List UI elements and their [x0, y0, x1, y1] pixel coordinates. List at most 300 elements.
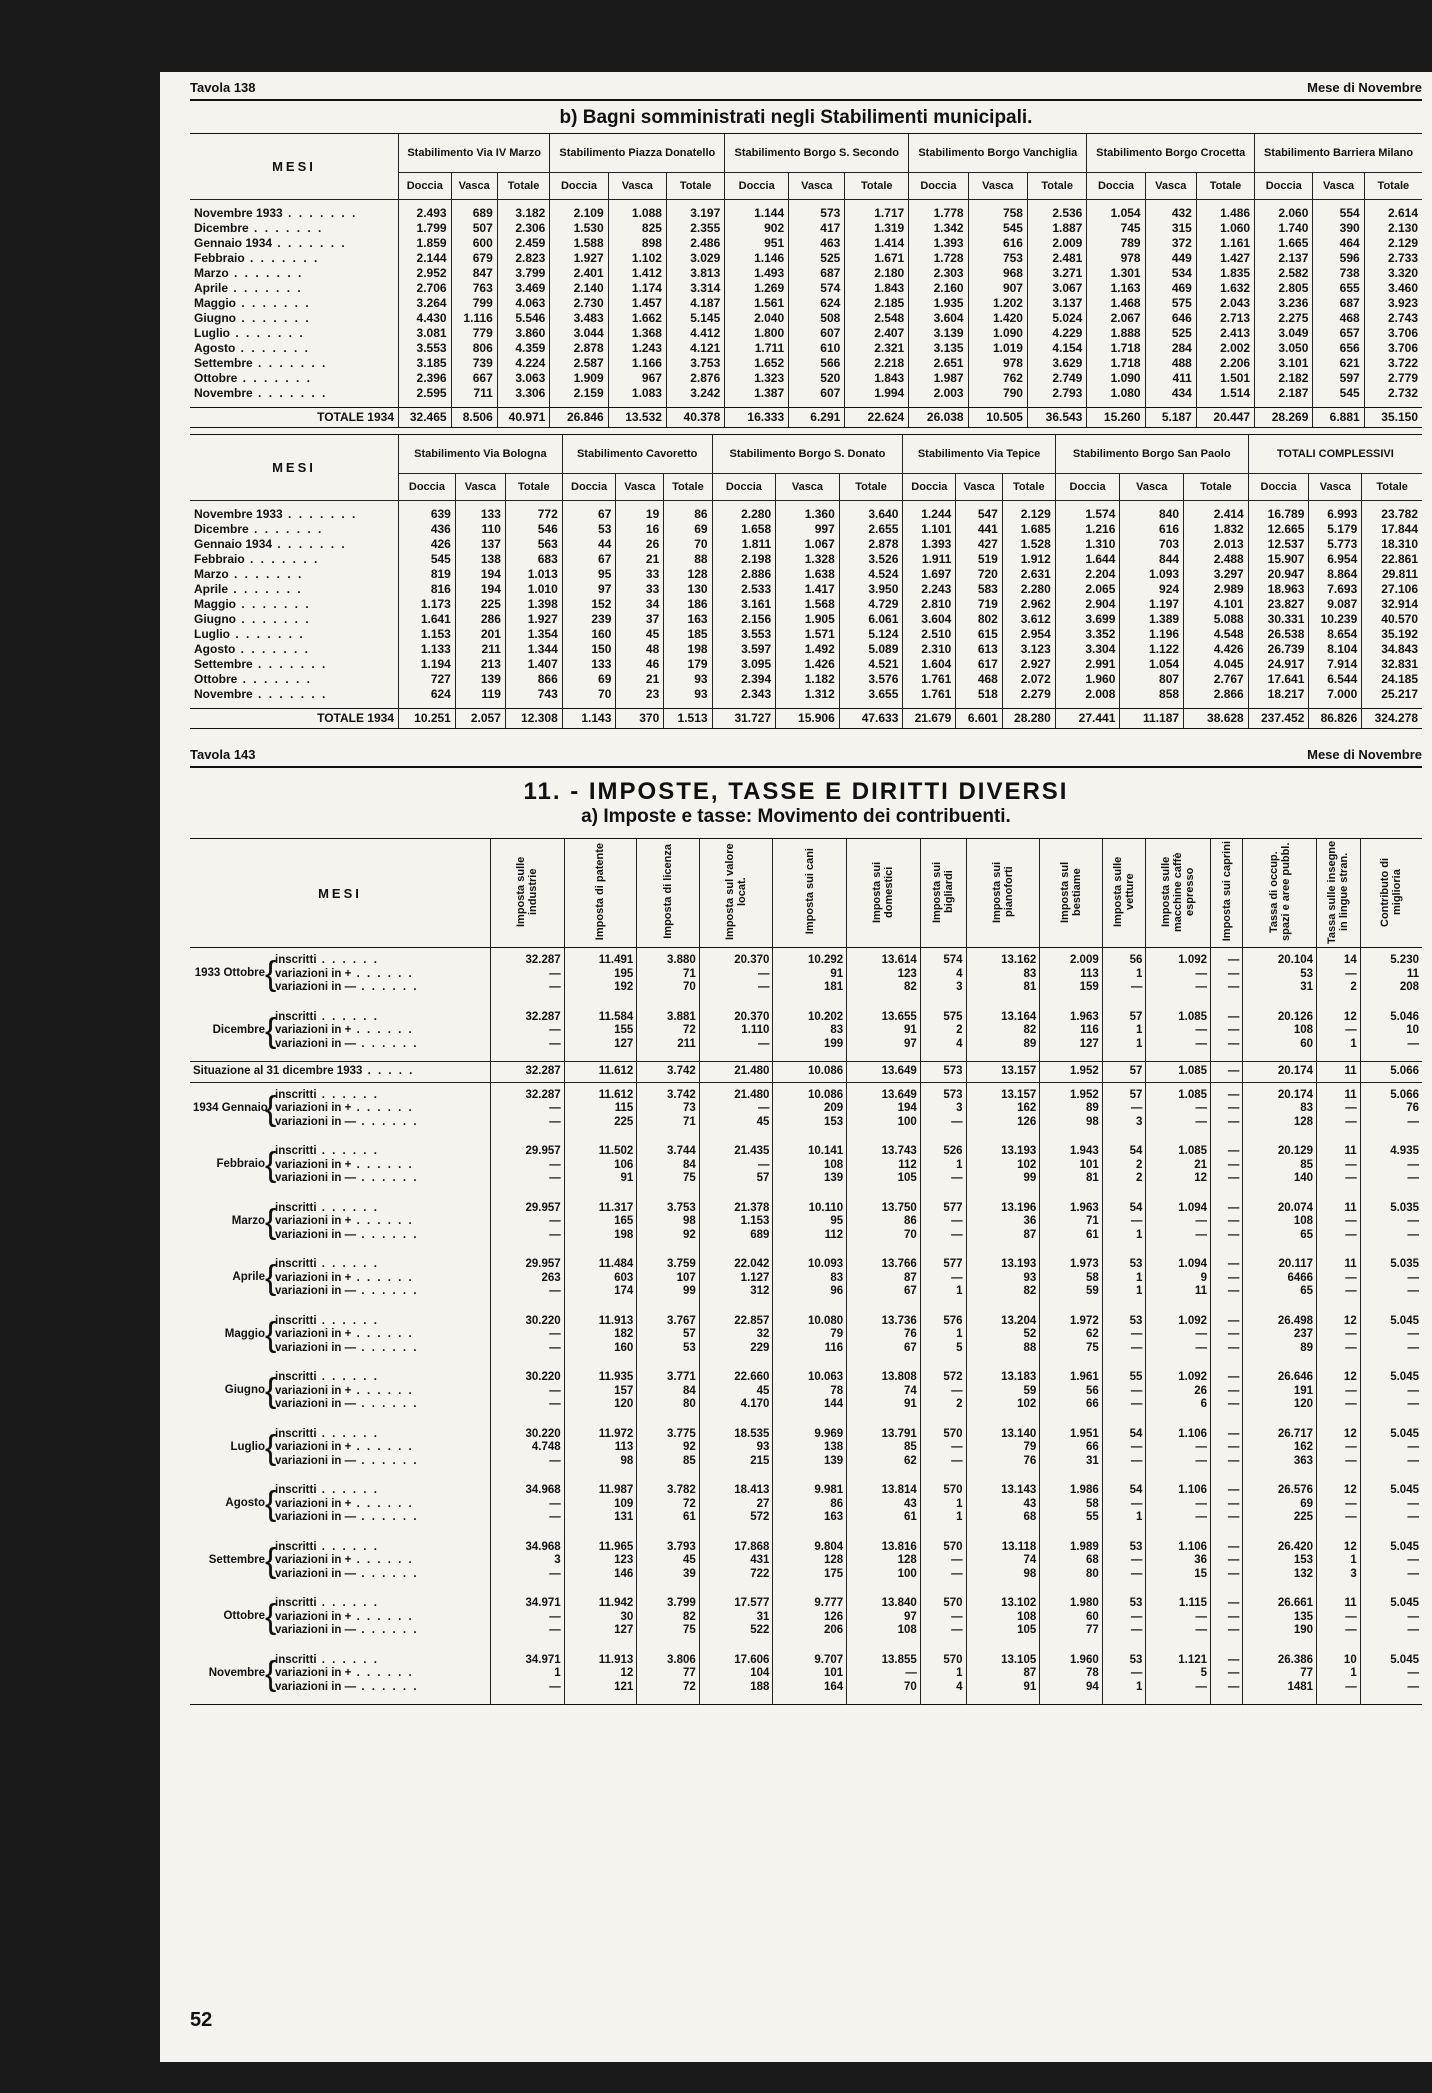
- tax-cell: —: [1345, 1024, 1357, 1036]
- tax-cell: 174: [614, 1285, 634, 1297]
- tax-cell: 67: [904, 1341, 917, 1354]
- tax-cell: 84: [682, 1158, 696, 1171]
- tax-cell: 1: [1350, 1037, 1357, 1050]
- total-cell: 15.260: [1087, 408, 1145, 428]
- tax-cell: 43: [904, 1497, 917, 1510]
- tax-cell: —: [1407, 1215, 1419, 1227]
- data-cell: 130: [687, 582, 708, 596]
- data-cell: 1.019: [992, 341, 1023, 355]
- data-cell: 24.917: [1267, 657, 1305, 671]
- tax-cell: 70: [682, 981, 696, 993]
- data-cell: 5.024: [1052, 311, 1083, 325]
- sub-label-text: variazioni in —: [275, 1624, 357, 1636]
- tax-column-label: Imposta sui bigliardi: [931, 860, 956, 923]
- month-label: [194, 552, 394, 567]
- tax-cell: 1: [1350, 1667, 1357, 1679]
- data-cell: 1.457: [631, 296, 662, 310]
- data-column: [1362, 501, 1422, 709]
- tax-data-column: [1317, 1365, 1361, 1422]
- leader-dots: . . . . . .: [351, 1328, 414, 1340]
- table-bottom-rule: [190, 1705, 1422, 1708]
- data-cell: 2.414: [1213, 507, 1244, 521]
- tax-data-column: [1243, 1591, 1317, 1648]
- tax-cell: 6: [1200, 1398, 1208, 1410]
- tax-cell: 65: [1300, 1285, 1314, 1297]
- data-cell: 2.008: [1085, 687, 1116, 701]
- tax-cell: 5.066: [1390, 1088, 1419, 1101]
- tax-cell: —: [549, 1115, 561, 1128]
- tax-cell: —: [1407, 1398, 1419, 1410]
- data-cell: 997: [814, 522, 835, 536]
- tax-data-column: [1146, 1478, 1211, 1535]
- sub-label-text: variazioni in +: [275, 1384, 352, 1397]
- tax-cell: 34.971: [525, 1653, 561, 1666]
- data-cell: 4.063: [515, 296, 546, 310]
- sub-label-text: inscritti: [275, 954, 317, 966]
- tax-cell: —: [951, 1271, 963, 1284]
- tax-cell: 5.066: [1390, 1065, 1419, 1077]
- data-cell: 2.510: [921, 627, 952, 641]
- sub-label-text: inscritti: [275, 1314, 317, 1327]
- data-cell: 1.718: [1110, 341, 1141, 355]
- data-cell: 1.987: [933, 371, 964, 385]
- month-label: [194, 326, 394, 341]
- data-cell: 2.991: [1085, 657, 1116, 671]
- tax-cell: 5.045: [1390, 1597, 1419, 1609]
- tax-cell: 13.183: [1001, 1371, 1037, 1383]
- sub-label: [275, 1145, 419, 1159]
- data-cell: 743: [537, 687, 558, 701]
- data-cell: 3.101: [1278, 356, 1309, 370]
- data-cell: 427: [977, 537, 998, 551]
- data-cell: 1.166: [631, 356, 662, 370]
- data-cell: 727: [430, 672, 451, 686]
- tax-cell: —: [1227, 1271, 1240, 1284]
- stabilimento-header: Stabilimento Via Bologna: [399, 435, 563, 474]
- tax-cell: 98: [1023, 1567, 1037, 1580]
- data-cell: 1.202: [992, 296, 1023, 310]
- tax-cell: —: [1345, 1610, 1357, 1623]
- tax-data-column: [1317, 1309, 1361, 1366]
- group-name: Dicembre: [212, 1023, 265, 1036]
- tax-cell: 91: [620, 1172, 634, 1184]
- data-cell: 138: [480, 552, 501, 566]
- tax-cell: 92: [682, 1228, 696, 1241]
- month-name: Giugno: [194, 612, 236, 626]
- tax-cell: 71: [1085, 1215, 1099, 1227]
- tax-cell: 102: [1017, 1158, 1037, 1171]
- tax-data-column: [564, 1535, 637, 1592]
- tax-cell: 1481: [1287, 1680, 1314, 1693]
- brace: {: [265, 1428, 277, 1467]
- tax-cell: 61: [1085, 1228, 1099, 1241]
- data-cell: 3.553: [416, 341, 447, 355]
- total-cell: 2.057: [455, 709, 505, 729]
- data-column: [550, 200, 608, 408]
- data-column: [725, 200, 789, 408]
- tax-cell: 93: [1023, 1271, 1037, 1284]
- tax-cell: 2: [956, 1024, 963, 1036]
- tax-cell: 159: [1079, 981, 1099, 993]
- data-cell: 4.548: [1213, 627, 1244, 641]
- data-cell: 5.546: [515, 311, 546, 325]
- data-cell: 3.314: [690, 281, 721, 295]
- tax-cell: 34.968: [525, 1540, 561, 1553]
- tax-cell: 1.972: [1069, 1314, 1099, 1327]
- tax-cell: 1: [1136, 1285, 1143, 1297]
- data-cell: 17.844: [1381, 522, 1418, 536]
- leader-dots: . . . . . . .: [252, 386, 328, 400]
- data-cell: 3.236: [1278, 296, 1309, 310]
- tax-cell: —: [951, 1610, 963, 1623]
- tax-cell: 20.129: [1277, 1145, 1314, 1157]
- data-cell: 2.614: [1387, 206, 1418, 220]
- tax-cell: 13.766: [881, 1258, 917, 1270]
- brace: {: [265, 1146, 277, 1184]
- tax-data-column: [1040, 1082, 1103, 1139]
- tax-cell: 22.660: [734, 1371, 770, 1383]
- brace: {: [265, 1485, 277, 1523]
- tax-cell: —: [1345, 1624, 1357, 1636]
- tax-cell: —: [1227, 1484, 1240, 1496]
- data-cell: 2.536: [1052, 206, 1083, 220]
- tax-cell: 94: [1085, 1680, 1099, 1693]
- tax-data-column: [966, 1648, 1040, 1705]
- data-cell: 1.843: [874, 281, 905, 295]
- doccia-header: Doccia: [399, 474, 456, 501]
- data-cell: 6.061: [868, 612, 899, 626]
- data-cell: 1.216: [1085, 522, 1116, 536]
- data-cell: 772: [537, 507, 558, 521]
- total-cell: 370: [616, 709, 664, 729]
- tax-cell: 573: [943, 1065, 963, 1077]
- leader-dots: . . . . . .: [316, 1258, 379, 1270]
- tax-cell: —: [549, 967, 561, 980]
- tax-cell: —: [1227, 1597, 1240, 1609]
- tax-cell: 20.370: [734, 954, 770, 966]
- tax-cell: 10.063: [807, 1371, 844, 1383]
- tax-cell: 1.989: [1069, 1540, 1099, 1553]
- tax-cell: —: [1130, 1610, 1143, 1623]
- tax-data-column: [966, 1535, 1040, 1592]
- data-cell: 3.469: [515, 281, 546, 295]
- data-cell: 37: [645, 612, 660, 626]
- tax-data-column: [847, 948, 921, 1005]
- tax-cell: 11.913: [598, 1653, 634, 1666]
- leader-dots: . . . . . . .: [252, 356, 328, 370]
- tax-cell: 79: [1023, 1441, 1037, 1453]
- tax-cell: 12: [620, 1667, 634, 1679]
- data-cell: 5.089: [868, 642, 899, 656]
- data-cell: 2.733: [1387, 251, 1418, 265]
- leader-dots: . . . . . .: [316, 1201, 379, 1214]
- data-cell: 3.320: [1387, 266, 1418, 280]
- tax-cell: 92: [682, 1441, 696, 1453]
- tax-cell: 9.777: [814, 1597, 844, 1609]
- tax-cell: 31: [756, 1610, 770, 1623]
- data-cell: 840: [1159, 507, 1180, 521]
- group-label: [190, 1005, 491, 1062]
- tax-cell: 13.840: [881, 1597, 917, 1609]
- data-cell: 907: [1002, 281, 1023, 295]
- data-cell: 23.782: [1381, 507, 1418, 521]
- data-cell: 163: [687, 612, 708, 626]
- table1-grid: [190, 133, 1422, 428]
- section-11-title: 11. - IMPOSTE, TASSE E DIRITTI DIVERSI: [523, 778, 1069, 805]
- tax-cell: —: [1227, 1567, 1240, 1580]
- tax-data-column: [1102, 1535, 1146, 1592]
- data-cell: 9.087: [1327, 597, 1358, 611]
- sub-label: [275, 1611, 419, 1625]
- sub-label-text: variazioni in —: [275, 1037, 357, 1050]
- tax-cell: 26.498: [1277, 1314, 1314, 1327]
- month-name: Gennaio 1934: [194, 537, 273, 551]
- data-cell: 3.081: [416, 326, 447, 340]
- data-cell: 286: [480, 612, 501, 626]
- tax-cell: 132: [1293, 1567, 1314, 1580]
- total-cell: 21.679: [903, 709, 956, 729]
- data-cell: 4.426: [1213, 642, 1244, 656]
- tax-cell: 1: [956, 1158, 963, 1171]
- sub-label-text: variazioni in —: [275, 1680, 357, 1693]
- tax-cell: 1.106: [1178, 1540, 1208, 1553]
- data-cell: 1.301: [1110, 266, 1141, 280]
- tax-cell: 3: [956, 981, 963, 993]
- tax-cell: 1.973: [1069, 1258, 1099, 1270]
- data-cell: 1.711: [754, 341, 785, 355]
- tax-cell: 83: [830, 1024, 844, 1036]
- tax-cell: 89: [1023, 1037, 1037, 1050]
- tax-cell: —: [1195, 1511, 1208, 1523]
- month-label: [194, 281, 394, 296]
- tax-cell: —: [1407, 1567, 1419, 1580]
- data-column: [1184, 501, 1249, 709]
- tax-data-column: [966, 1139, 1040, 1196]
- tax-cell: 14: [1343, 954, 1357, 966]
- tax-cell: 69: [1300, 1497, 1314, 1510]
- tax-cell: 162: [1293, 1441, 1314, 1453]
- data-cell: 69: [598, 672, 612, 686]
- tax-cell: 80: [1085, 1567, 1099, 1580]
- tax-column-label: Imposta di patente: [594, 842, 607, 941]
- total-cell: 12.308: [505, 709, 562, 729]
- data-cell: 2.878: [868, 537, 899, 551]
- doccia-header: Doccia: [909, 173, 968, 200]
- running-header-2: [160, 739, 1432, 766]
- tax-data-column: [637, 1478, 700, 1535]
- tax-cell: —: [951, 1215, 963, 1227]
- tax-cell: —: [1227, 1454, 1240, 1467]
- data-cell: 2.459: [515, 236, 546, 250]
- data-cell: 211: [481, 642, 501, 656]
- tax-cell: 13.164: [1001, 1010, 1037, 1023]
- tax-cell: —: [1227, 1610, 1240, 1623]
- data-cell: 3.161: [741, 597, 772, 611]
- sub-label: [275, 1498, 419, 1512]
- data-cell: 1.994: [874, 386, 905, 400]
- total-cell: 40.378: [666, 408, 724, 428]
- data-cell: 2.793: [1052, 386, 1083, 400]
- tax-data-column: [773, 1139, 847, 1196]
- data-cell: 239: [591, 612, 612, 626]
- tax-cell: —: [549, 1567, 561, 1580]
- tax-cell: 11: [1344, 1065, 1357, 1077]
- tax-cell: 78: [1085, 1667, 1099, 1679]
- tax-cell: —: [951, 1567, 963, 1580]
- tax-cell: 73: [682, 1102, 696, 1114]
- tax-cell: 13.655: [881, 1010, 917, 1023]
- sub-label-text: variazioni in +: [275, 1271, 352, 1284]
- tax-cell: —: [549, 1454, 561, 1467]
- data-cell: 2.180: [874, 266, 905, 280]
- tax-cell: 32: [756, 1328, 770, 1340]
- tax-cell: 87: [904, 1271, 917, 1284]
- doccia-header: Doccia: [1087, 173, 1145, 200]
- tax-cell: 198: [614, 1228, 634, 1241]
- tax-cell: 30.220: [525, 1371, 561, 1383]
- month-name: Febbraio: [194, 251, 245, 265]
- tax-cell: —: [757, 1037, 770, 1050]
- section-b-title: b) Bagni somministrati negli Stabilimenti municipali.: [559, 107, 1033, 128]
- tax-cell: 11: [1344, 1201, 1357, 1214]
- tax-cell: 85: [904, 1441, 917, 1453]
- sub-label-text: inscritti: [275, 1371, 317, 1383]
- sub-label: [275, 1102, 419, 1116]
- total-cell: 15.906: [776, 709, 840, 729]
- data-cell: 2.767: [1213, 672, 1244, 686]
- data-cell: 1.080: [1110, 386, 1141, 400]
- tax-cell: 77: [1300, 1667, 1314, 1679]
- tax-cell: —: [549, 1037, 561, 1050]
- tax-data-column: [1243, 1252, 1317, 1309]
- data-cell: 1.641: [420, 612, 451, 626]
- leader-dots: . . . . . .: [356, 1624, 419, 1636]
- data-cell: 1.588: [573, 236, 604, 250]
- tax-cell: 2: [956, 1398, 963, 1410]
- total-cell: 11.187: [1120, 709, 1184, 729]
- tax-cell: 32.287: [525, 1010, 561, 1023]
- tax-cell: —: [1345, 1215, 1357, 1227]
- data-cell: 150: [591, 642, 612, 656]
- sub-label: [275, 1285, 419, 1299]
- data-cell: 2.779: [1387, 371, 1418, 385]
- data-cell: 2.072: [1020, 672, 1051, 686]
- tax-cell: —: [1130, 1624, 1143, 1636]
- month-name: Novembre: [194, 386, 253, 400]
- data-cell: 1.426: [804, 657, 835, 671]
- data-column: [1027, 200, 1086, 408]
- tax-cell: —: [1227, 1215, 1240, 1227]
- tax-cell: 26.420: [1277, 1540, 1314, 1553]
- data-cell: 22.861: [1381, 552, 1418, 566]
- sub-label: [275, 1455, 419, 1469]
- tax-cell: 20.126: [1277, 1010, 1314, 1023]
- tax-data-column: [1243, 1139, 1317, 1196]
- tax-cell: 11.913: [598, 1314, 634, 1327]
- sub-label: [275, 1272, 419, 1286]
- sub-labels: [275, 954, 419, 995]
- data-cell: 225: [480, 597, 501, 611]
- month-name: Maggio: [194, 296, 236, 310]
- data-cell: 2.927: [1020, 657, 1051, 671]
- group-name: 1933 Ottobre: [194, 967, 265, 979]
- tax-cell: —: [1130, 981, 1143, 993]
- tax-cell: —: [1345, 1271, 1357, 1284]
- tax-data-column: [920, 1478, 966, 1535]
- data-cell: 2.805: [1278, 281, 1309, 295]
- group-label: [190, 1062, 491, 1083]
- tax-data-column: [1040, 1062, 1103, 1083]
- data-cell: 2.631: [1020, 567, 1051, 581]
- leader-dots: . . . . . .: [356, 981, 419, 993]
- tax-cell: 101: [823, 1667, 844, 1679]
- tax-cell: —: [1345, 1285, 1357, 1297]
- data-cell: 93: [694, 672, 708, 686]
- sub-label-text: variazioni in +: [275, 1667, 352, 1679]
- tax-cell: —: [1130, 1341, 1143, 1354]
- data-cell: 2.493: [416, 206, 447, 220]
- sub-label: [275, 1554, 419, 1568]
- stabilimento-header: Stabilimento Borgo Crocetta: [1087, 134, 1255, 173]
- data-cell: 449: [1171, 251, 1192, 265]
- tax-cell: 3.771: [666, 1371, 696, 1383]
- tax-cell: 9: [1200, 1271, 1208, 1284]
- totale-header: Totale: [845, 173, 909, 200]
- tax-data-column: [1243, 1082, 1317, 1139]
- tax-cell: 26.386: [1277, 1653, 1314, 1666]
- tax-cell: 431: [750, 1554, 770, 1566]
- tax-cell: —: [549, 1497, 561, 1510]
- tax-cell: 1: [1350, 1554, 1357, 1566]
- data-cell: 4.101: [1213, 597, 1244, 611]
- tax-cell: 66: [1085, 1398, 1099, 1410]
- tax-cell: 58: [1085, 1271, 1099, 1284]
- tax-data-column: [1146, 1422, 1211, 1479]
- data-cell: 1.638: [804, 567, 835, 581]
- tax-data-column: [564, 948, 637, 1005]
- sub-label: [275, 1315, 419, 1329]
- tax-cell: 29.957: [525, 1258, 561, 1270]
- baths-table-1: [190, 133, 1432, 428]
- data-cell: 2.407: [874, 326, 905, 340]
- data-cell: 70: [694, 537, 708, 551]
- tax-cell: 34.968: [525, 1484, 561, 1496]
- data-cell: 2.394: [741, 672, 772, 686]
- tax-cell: —: [549, 1158, 561, 1171]
- tax-data-column: [773, 1535, 847, 1592]
- data-cell: 1.173: [420, 597, 451, 611]
- tax-data-column: [1146, 1365, 1211, 1422]
- tax-cell: 13.196: [1001, 1201, 1037, 1214]
- tax-cell: 138: [823, 1441, 844, 1453]
- tax-column-label: Imposta sulle macchine caffè espresso: [1160, 851, 1197, 932]
- data-cell: 45: [645, 627, 660, 641]
- sub-label: [275, 1215, 419, 1229]
- tax-cell: 98: [682, 1215, 696, 1227]
- tax-cell: 57: [1129, 1010, 1143, 1023]
- tax-cell: 5.230: [1390, 954, 1419, 966]
- data-cell: 1.067: [804, 537, 835, 551]
- tax-data-column: [564, 1648, 637, 1705]
- data-cell: 3.306: [515, 386, 546, 400]
- tax-cell: —: [1227, 1384, 1240, 1397]
- tax-cell: —: [1227, 1328, 1240, 1340]
- data-cell: 1.728: [933, 251, 964, 265]
- data-cell: 67: [598, 552, 612, 566]
- leader-dots: . . . . . . .: [236, 597, 311, 611]
- tax-cell: —: [951, 1441, 963, 1453]
- tax-cell: 3.793: [666, 1540, 696, 1553]
